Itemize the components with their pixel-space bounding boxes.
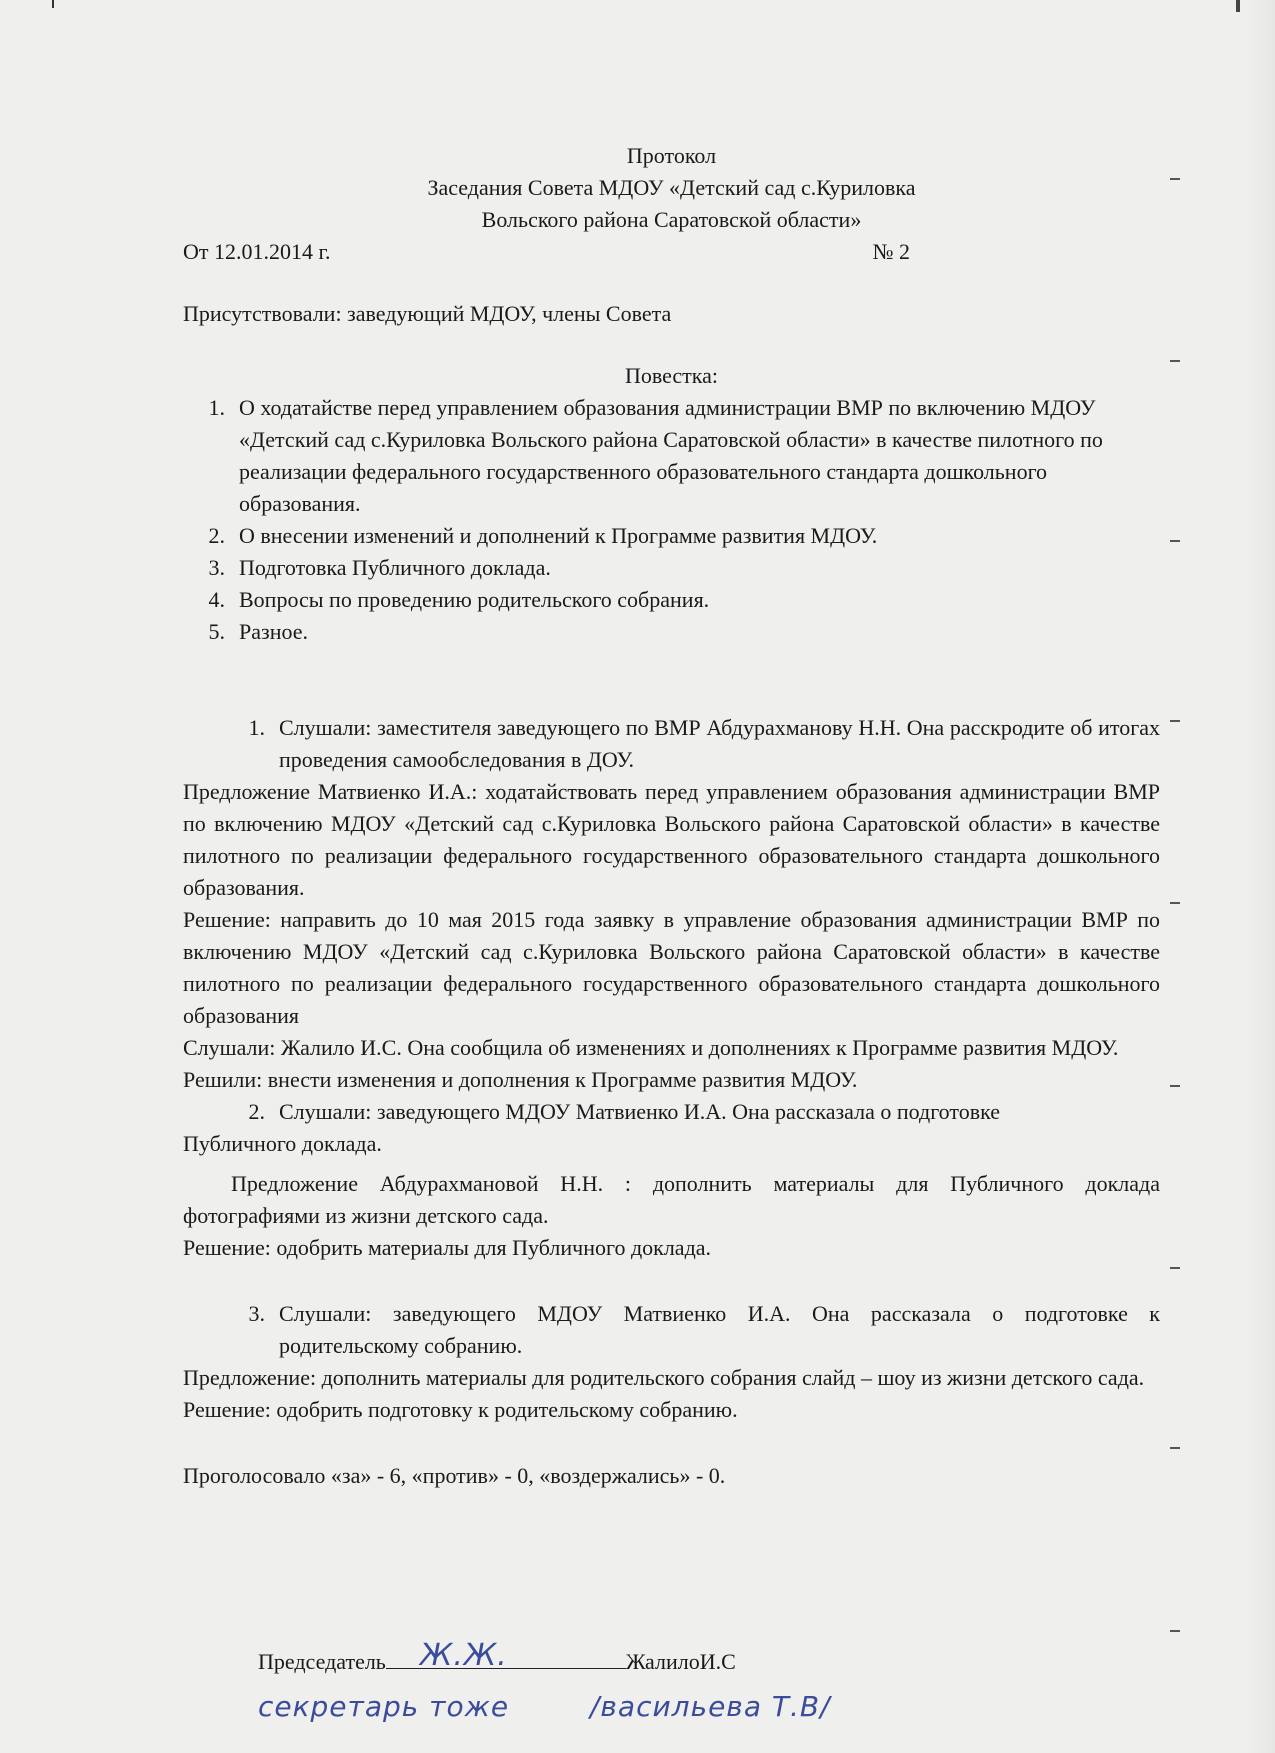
agenda-item-number: 3. xyxy=(208,555,225,580)
section-2-decision: Решение: одобрить материалы для Публичного доклада. xyxy=(183,1235,712,1260)
date-number-row xyxy=(183,236,910,268)
scan-edge xyxy=(1247,0,1275,1753)
agenda-item-text: О ходатайстве перед управлением образования администрации ВМР по включению МДОУ «Детский сад с.Куриловка Вольского района Саратовской области» в качестве пилотного по реализации федерального государственного образовательного стандарта дошкольного образования. xyxy=(239,395,1103,516)
chair-signature-line xyxy=(258,1648,1158,1675)
agenda-item-number: 4. xyxy=(208,587,225,612)
agenda-item-text: Вопросы по проведению родительского собрания. xyxy=(239,587,710,612)
agenda-item-number: 5. xyxy=(208,619,225,644)
agenda-item-number: 1. xyxy=(208,395,225,420)
agenda-item-text: Разное. xyxy=(239,619,308,644)
secretary-handwritten: секретарь тоже xyxy=(258,1690,510,1723)
margin-dash xyxy=(1170,1267,1180,1269)
section-number: 3. xyxy=(248,1301,265,1326)
section-number: 2. xyxy=(248,1099,265,1124)
doc-number: № 2 xyxy=(872,239,910,264)
section-1-decided: Решили: внести изменения и дополнения к Программе развития МДОУ. xyxy=(183,1067,858,1092)
section-number: 1. xyxy=(248,715,265,740)
doc-subtitle-2: Вольского района Саратовской области» xyxy=(481,207,862,232)
document-body xyxy=(183,140,1160,1492)
margin-dash xyxy=(1170,360,1180,362)
agenda-item-number: 2. xyxy=(208,523,225,548)
section-1-heard-2: Слушали: Жалило И.С. Она сообщила об изменениях и дополнениях к Программе развития МДОУ. xyxy=(183,1035,1119,1060)
agenda-item xyxy=(183,552,1160,584)
margin-dash xyxy=(1170,1085,1180,1087)
section-2-heard-cont: Публичного доклада. xyxy=(183,1131,382,1156)
section-3-heard-row xyxy=(183,1298,1160,1362)
chair-label: Председатель xyxy=(258,1649,386,1674)
doc-date: От 12.01.2014 г. xyxy=(183,239,331,264)
agenda-list xyxy=(183,392,1160,648)
margin-dash xyxy=(1170,1447,1180,1449)
attendees: Присутствовали: заведующий МДОУ, члены Совета xyxy=(183,301,672,326)
section-heard: Слушали: заведующего МДОУ Матвиенко И.А. Она рассказала о подготовке xyxy=(279,1099,1000,1124)
section-2-proposal: Предложение Абдурахмановой Н.Н. : дополнить материалы для Публичного доклада фотографиями из жизни детского сада. xyxy=(183,1171,1160,1228)
section-3-proposal: Предложение: дополнить материалы для родительского собрания слайд – шоу из жизни детского сада. xyxy=(183,1365,1145,1390)
section-heard: Слушали: заведующего МДОУ Матвиенко И.А. Она рассказала о подготовке к родительскому собранию. xyxy=(279,1301,1160,1358)
section-1 xyxy=(183,712,1160,776)
chair-name: ЖалилоИ.С xyxy=(625,1649,736,1674)
margin-dash xyxy=(1170,540,1180,542)
margin-dash xyxy=(1170,178,1180,180)
section-3-decision: Решение: одобрить подготовку к родительскому собранию. xyxy=(183,1397,738,1422)
section-1-proposal: Предложение Матвиенко И.А.: ходатайствовать перед управлением образования администрации ВМР по включению МДОУ «Детский сад с.Куриловка Вольского района Саратовской области» в качестве пилотного по реализации федерального государственного образовательного стандарта дошкольного образования. xyxy=(183,779,1160,900)
section-heard: Слушали: заместителя заведующего по ВМР Абдурахманову Н.Н. Она расскродите об итогах проведения самообследования в ДОУ. xyxy=(279,715,1160,772)
agenda-title: Повестка: xyxy=(624,363,719,388)
doc-subtitle-1: Заседания Совета МДОУ «Детский сад с.Куриловка xyxy=(427,175,916,200)
agenda-item xyxy=(183,616,1160,648)
section-2-heard-row xyxy=(183,1096,1160,1128)
agenda-item xyxy=(183,584,1160,616)
agenda-item xyxy=(183,392,1160,520)
chair-handwritten-signature: Ж.Ж. xyxy=(420,1638,508,1673)
margin-dash xyxy=(1170,902,1180,904)
section-1-heard-row xyxy=(183,712,1160,776)
section-1-decision: Решение: направить до 10 мая 2015 года заявку в управление образования администрации ВМР по включению МДОУ «Детский сад с.Куриловка Вольского района Саратовской области» в качестве пилотного по реализации федерального государственного образовательного стандарта дошкольного образования xyxy=(183,907,1160,1028)
secretary-name-handwritten: /васильева Т.В/ xyxy=(590,1690,831,1723)
margin-dash xyxy=(1170,1630,1180,1632)
scan-mark xyxy=(52,0,54,8)
agenda-item-text: Подготовка Публичного доклада. xyxy=(239,555,551,580)
agenda-item-text: О внесении изменений и дополнений к Программе развития МДОУ. xyxy=(239,523,878,548)
doc-title: Протокол xyxy=(626,143,717,168)
margin-dash xyxy=(1170,720,1180,722)
vote-result: Проголосовало «за» - 6, «против» - 0, «воздержались» - 0. xyxy=(183,1463,726,1488)
scan-mark xyxy=(1236,0,1240,12)
agenda-item xyxy=(183,520,1160,552)
